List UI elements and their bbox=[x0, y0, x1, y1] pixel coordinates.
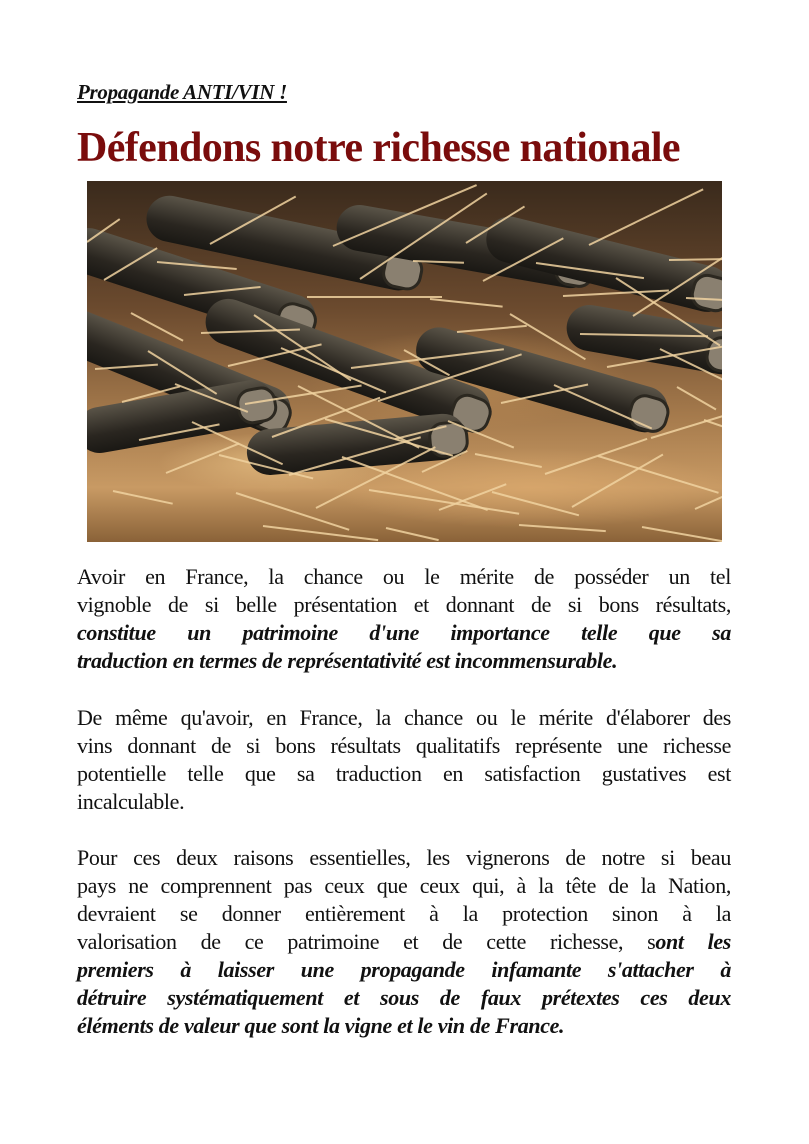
text-line bbox=[77, 900, 731, 928]
body-text: incalculable. bbox=[77, 789, 185, 814]
body-text: devraient se donner entièrement à la protection sinon à la bbox=[77, 901, 731, 926]
body-text: pays ne comprennent pas ceux que ceux qui, à la tête de la Nation, bbox=[77, 873, 731, 898]
emphasis-text: détruire systématiquement et sous de faux prétextes ces deux bbox=[77, 985, 731, 1010]
straw-strand bbox=[519, 524, 606, 532]
paragraph-2 bbox=[77, 704, 731, 816]
text-line bbox=[77, 956, 731, 984]
emphasis-text: ont les bbox=[655, 929, 731, 954]
text-line bbox=[77, 647, 731, 675]
wine-bottles-photo bbox=[87, 181, 722, 542]
text-line bbox=[77, 1012, 731, 1040]
body-text: potentielle telle que sa traduction en satisfaction gustatives est bbox=[77, 761, 731, 786]
emphasis-text: traduction en termes de représentativité est incommensurable. bbox=[77, 648, 618, 673]
text-line bbox=[77, 928, 731, 956]
straw-strand bbox=[545, 438, 648, 475]
text-line bbox=[77, 591, 731, 619]
straw-strand bbox=[263, 525, 378, 541]
paragraph-3 bbox=[77, 844, 731, 1040]
text-line bbox=[77, 844, 731, 872]
text-line bbox=[77, 704, 731, 732]
straw-strand bbox=[430, 298, 503, 308]
text-line bbox=[77, 760, 731, 788]
bottle-shape bbox=[481, 212, 722, 317]
body-text: vignoble de si belle présentation et donnant de si bons résultats, bbox=[77, 592, 731, 617]
text-line bbox=[77, 563, 731, 591]
text-line bbox=[77, 984, 731, 1012]
kicker-heading: Propagande ANTI/VIN ! bbox=[77, 80, 287, 104]
text-line bbox=[77, 788, 731, 816]
emphasis-text: premiers à laisser une propagande infamante s'attacher à bbox=[77, 957, 731, 982]
straw-strand bbox=[307, 296, 442, 298]
straw-strand bbox=[386, 527, 439, 541]
straw-strand bbox=[642, 526, 722, 542]
body-text: Avoir en France, la chance ou le mérite de posséder un tel bbox=[77, 564, 731, 589]
straw-strand bbox=[475, 453, 542, 468]
text-line bbox=[77, 732, 731, 760]
paragraph-1 bbox=[77, 563, 731, 675]
emphasis-text: éléments de valeur que sont la vigne et le vin de France. bbox=[77, 1013, 565, 1038]
text-line bbox=[77, 872, 731, 900]
straw-strand bbox=[677, 386, 717, 410]
straw-strand bbox=[589, 188, 704, 245]
straw-strand bbox=[598, 455, 719, 494]
emphasis-text: constitue un patrimoine d'une importance telle que sa bbox=[77, 620, 731, 645]
straw-strand bbox=[113, 490, 173, 505]
straw-strand bbox=[457, 325, 527, 333]
page-title: Défendons notre richesse nationale bbox=[77, 125, 680, 171]
body-text: valorisation de ce patrimoine et de cette richesse, s bbox=[77, 929, 656, 954]
body-text: De même qu'avoir, en France, la chance ou le mérite d'élaborer des bbox=[77, 705, 731, 730]
body-text: Pour ces deux raisons essentielles, les vignerons de notre si beau bbox=[77, 845, 731, 870]
body-text: vins donnant de si bons résultats qualitatifs représente une richesse bbox=[77, 733, 731, 758]
text-line bbox=[77, 619, 731, 647]
